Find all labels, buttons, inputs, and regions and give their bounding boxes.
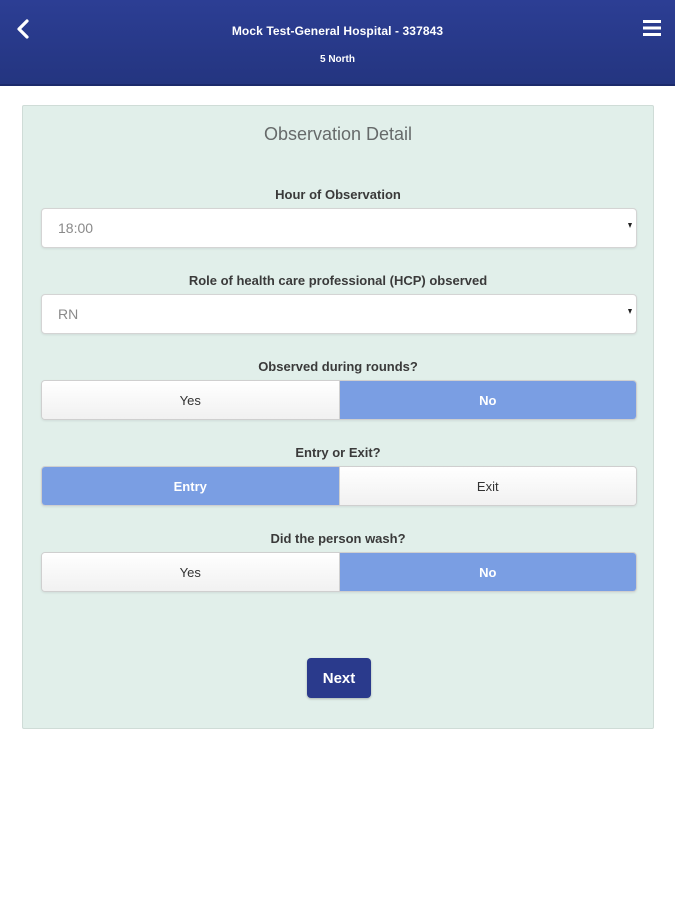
caret-down-icon xyxy=(628,223,632,228)
rounds-toggle xyxy=(41,380,637,420)
hamburger-menu-icon xyxy=(643,19,661,37)
rounds-label: Observed during rounds? xyxy=(258,359,418,374)
role-select[interactable] xyxy=(41,294,637,334)
hour-label: Hour of Observation xyxy=(275,187,401,202)
header-title: Mock Test-General Hospital - 337843 xyxy=(231,24,444,38)
wash-no-option[interactable]: No xyxy=(339,553,637,591)
hour-select[interactable] xyxy=(41,208,637,248)
menu-button[interactable] xyxy=(639,14,665,42)
next-button[interactable]: Next xyxy=(307,658,371,698)
entry-exit-toggle xyxy=(41,466,637,506)
role-value: RN xyxy=(58,306,79,322)
rounds-no-option[interactable]: No xyxy=(339,381,637,419)
wash-toggle xyxy=(41,552,637,592)
wash-label: Did the person wash? xyxy=(270,531,406,546)
card-title: Observation Detail xyxy=(263,124,413,144)
role-label: Role of health care professional (HCP) observed xyxy=(188,273,488,288)
entry-option[interactable]: Entry xyxy=(42,467,339,505)
wash-yes-option[interactable]: Yes xyxy=(42,553,339,591)
observation-card xyxy=(22,105,654,729)
rounds-yes-option[interactable]: Yes xyxy=(42,381,339,419)
caret-down-icon xyxy=(628,309,632,314)
exit-option[interactable]: Exit xyxy=(339,467,637,505)
app-header xyxy=(0,0,675,86)
header-subtitle: 5 North xyxy=(320,54,355,65)
hour-value: 18:00 xyxy=(58,220,94,236)
entry-exit-label: Entry or Exit? xyxy=(295,445,381,460)
